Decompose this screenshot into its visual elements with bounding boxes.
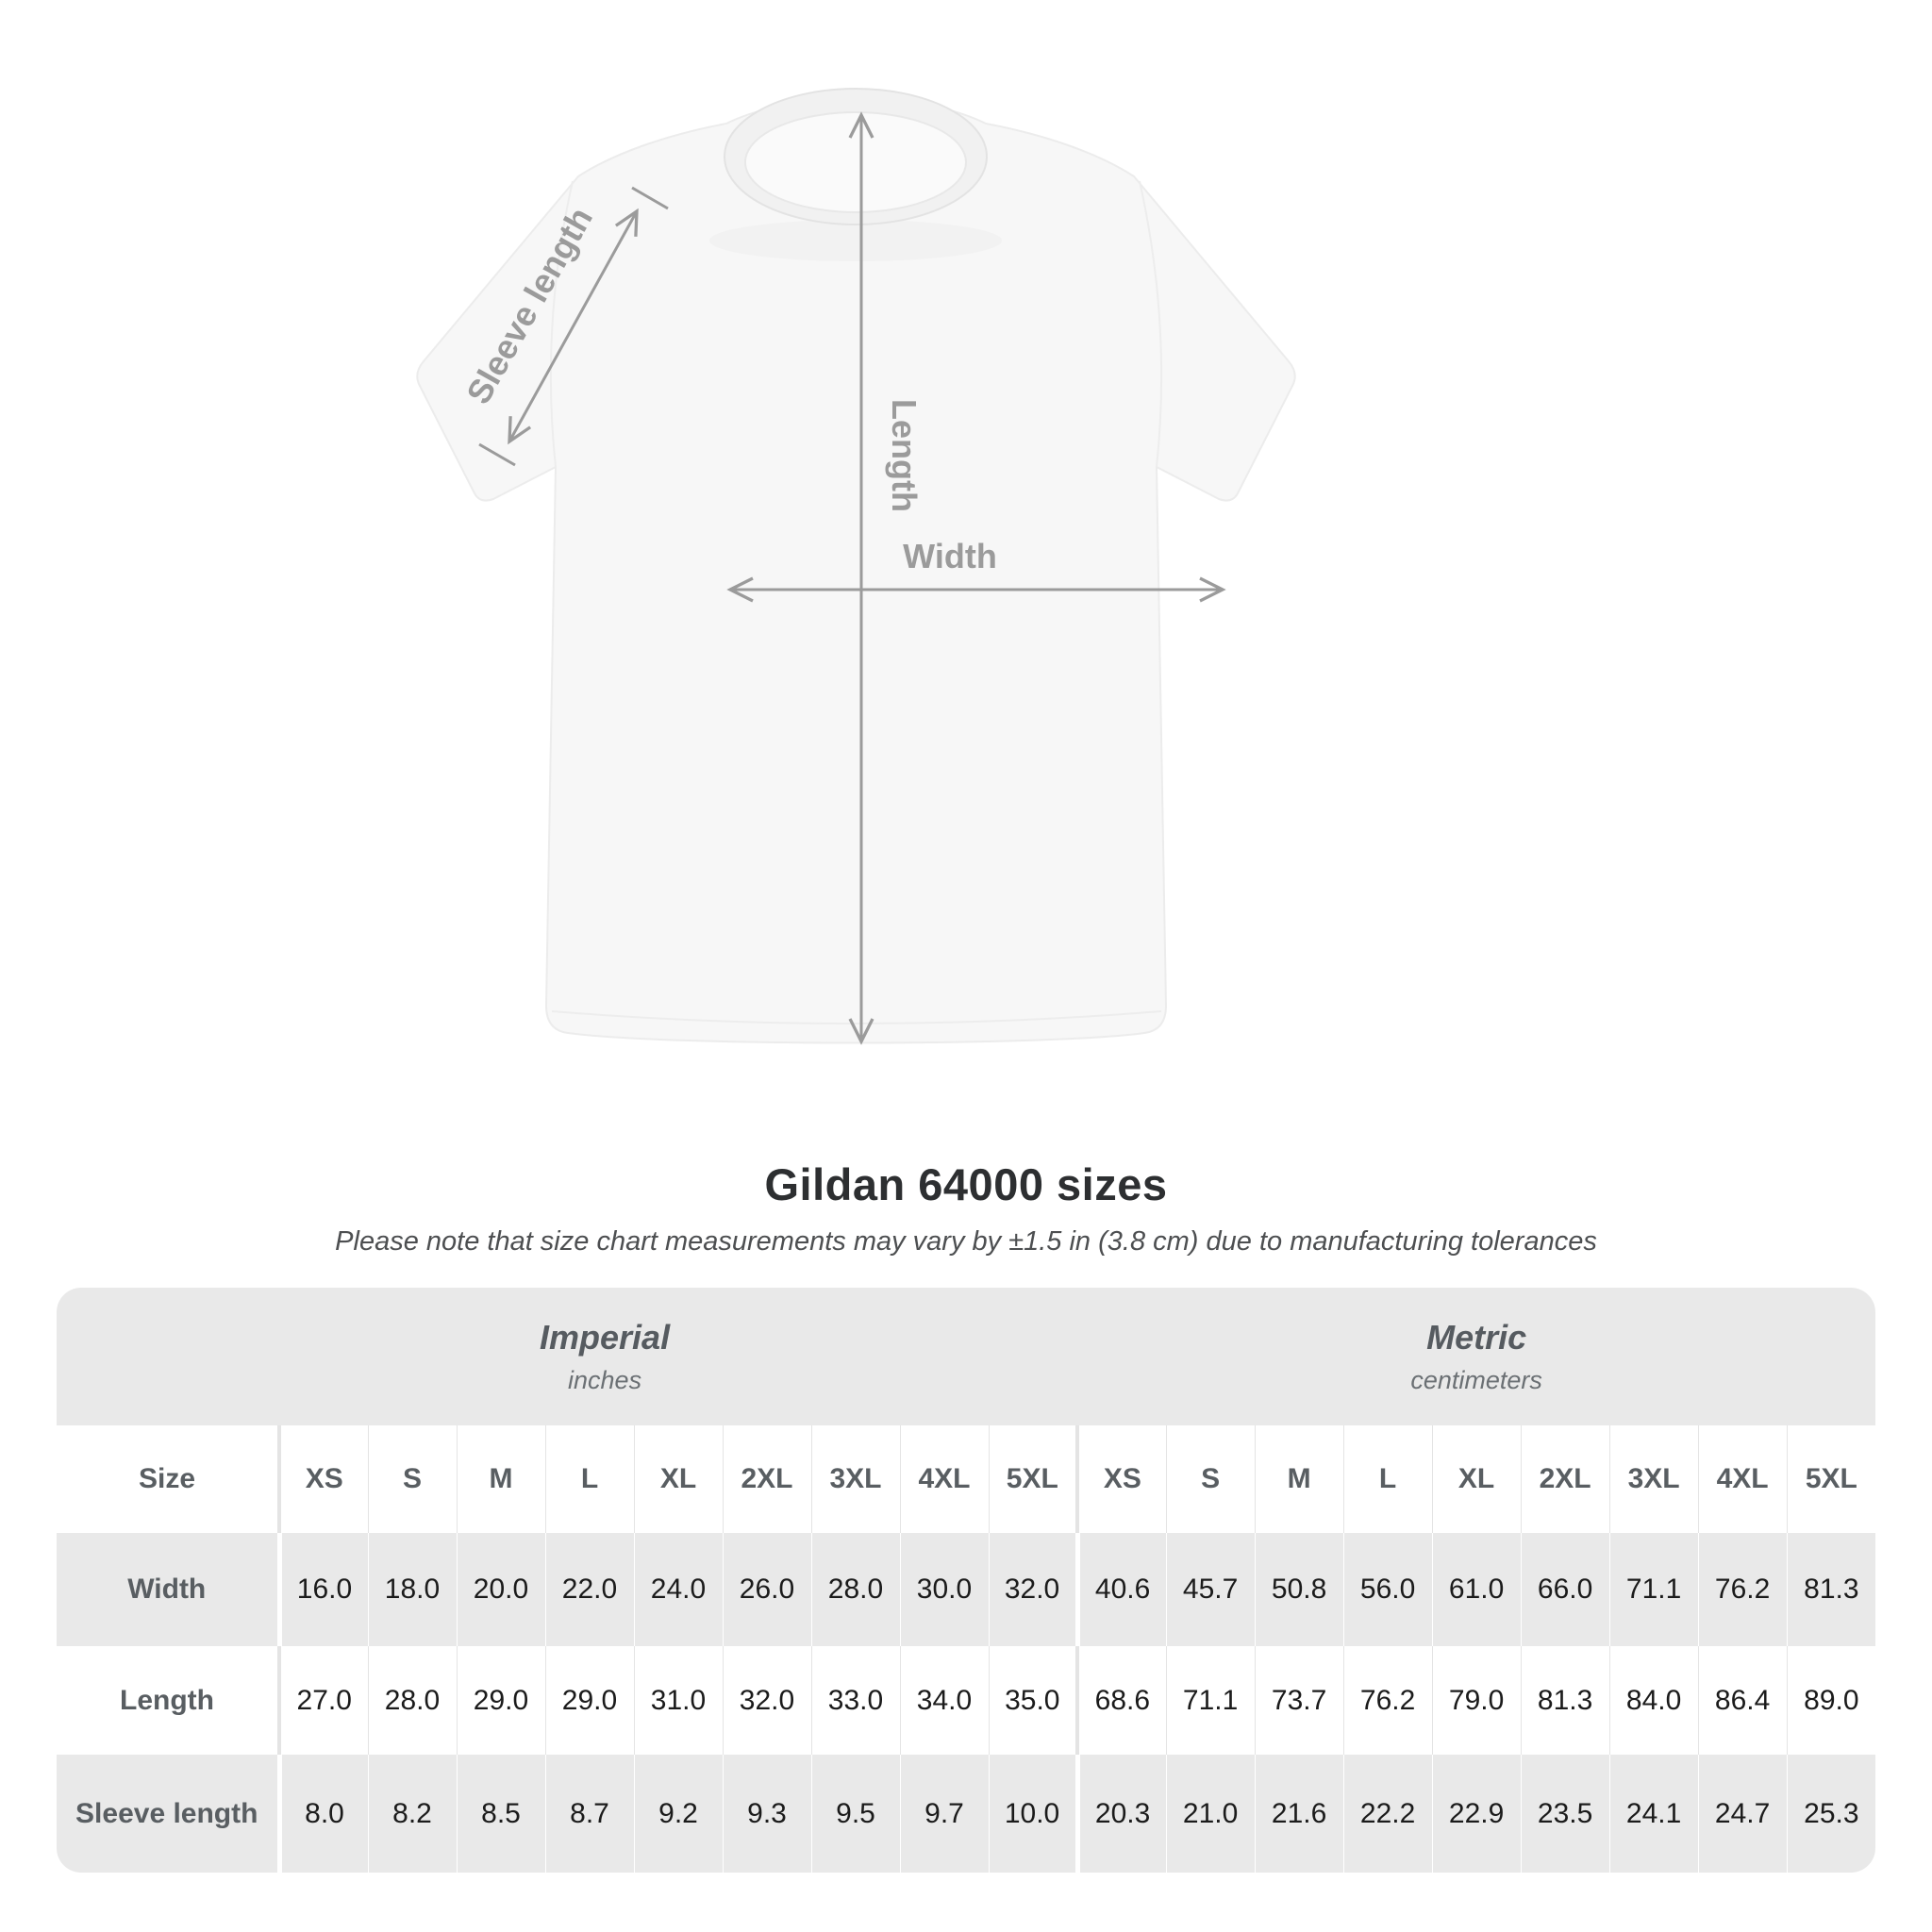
size-corner-cell: Size: [57, 1425, 279, 1533]
value-cell: 40.6: [1077, 1533, 1166, 1646]
value-cell: 8.0: [279, 1755, 368, 1873]
size-table: [57, 1288, 1875, 1873]
value-cell: 8.2: [368, 1755, 457, 1873]
value-cell: 9.3: [723, 1755, 811, 1873]
size-col-header: M: [457, 1425, 545, 1533]
value-cell: 32.0: [989, 1533, 1077, 1646]
value-cell: 10.0: [989, 1755, 1077, 1873]
value-cell: 34.0: [900, 1646, 989, 1755]
tolerance-note: Please note that size chart measurements may vary by ±1.5 in (3.8 cm) due to manufacturing tolerances: [335, 1226, 1597, 1257]
value-cell: 81.3: [1787, 1533, 1875, 1646]
value-cell: 86.4: [1698, 1646, 1787, 1755]
value-cell: 21.0: [1166, 1755, 1255, 1873]
value-cell: 24.7: [1698, 1755, 1787, 1873]
width-label: Width: [903, 537, 997, 575]
value-cell: 79.0: [1432, 1646, 1521, 1755]
value-cell: 16.0: [279, 1533, 368, 1646]
value-cell: 29.0: [457, 1646, 545, 1755]
value-cell: 35.0: [989, 1646, 1077, 1755]
metric-title: Metric: [1426, 1318, 1527, 1357]
value-cell: 8.5: [457, 1755, 545, 1873]
value-cell: 20.3: [1077, 1755, 1166, 1873]
size-col-header: 4XL: [1698, 1425, 1787, 1533]
value-cell: 66.0: [1521, 1533, 1609, 1646]
imperial-group-header: [57, 1288, 1077, 1425]
size-col-header: XS: [1077, 1425, 1166, 1533]
size-col-header: XS: [279, 1425, 368, 1533]
size-col-header: 3XL: [1609, 1425, 1698, 1533]
value-cell: 76.2: [1343, 1646, 1432, 1755]
size-col-header: S: [368, 1425, 457, 1533]
sleeve-length-label: Sleeve length: [458, 200, 601, 410]
value-cell: 50.8: [1255, 1533, 1343, 1646]
value-cell: 29.0: [545, 1646, 634, 1755]
imperial-unit: inches: [568, 1366, 642, 1394]
size-col-header: 3XL: [811, 1425, 900, 1533]
value-cell: 9.7: [900, 1755, 989, 1873]
value-cell: 68.6: [1077, 1646, 1166, 1755]
value-cell: 24.0: [634, 1533, 723, 1646]
value-cell: 18.0: [368, 1533, 457, 1646]
value-cell: 25.3: [1787, 1755, 1875, 1873]
value-cell: 84.0: [1609, 1646, 1698, 1755]
sleeve-length-row: [57, 1755, 1875, 1873]
size-col-header: 2XL: [1521, 1425, 1609, 1533]
value-cell: 89.0: [1787, 1646, 1875, 1755]
size-col-header: S: [1166, 1425, 1255, 1533]
value-cell: 22.2: [1343, 1755, 1432, 1873]
value-cell: 9.2: [634, 1755, 723, 1873]
size-col-header: 5XL: [989, 1425, 1077, 1533]
value-cell: 22.0: [545, 1533, 634, 1646]
value-cell: 45.7: [1166, 1533, 1255, 1646]
length-row: [57, 1646, 1875, 1755]
row-label: Sleeve length: [57, 1755, 279, 1873]
size-col-header: 5XL: [1787, 1425, 1875, 1533]
value-cell: 61.0: [1432, 1533, 1521, 1646]
width-row: [57, 1533, 1875, 1646]
value-cell: 21.6: [1255, 1755, 1343, 1873]
value-cell: 81.3: [1521, 1646, 1609, 1755]
value-cell: 24.1: [1609, 1755, 1698, 1873]
value-cell: 28.0: [368, 1646, 457, 1755]
value-cell: 9.5: [811, 1755, 900, 1873]
size-col-header: XL: [634, 1425, 723, 1533]
length-label: Length: [885, 399, 924, 512]
size-header-row: [57, 1425, 1875, 1533]
size-col-header: L: [545, 1425, 634, 1533]
value-cell: 73.7: [1255, 1646, 1343, 1755]
page-title: Gildan 64000 sizes: [764, 1159, 1168, 1209]
value-cell: 23.5: [1521, 1755, 1609, 1873]
value-cell: 76.2: [1698, 1533, 1787, 1646]
row-label: Length: [57, 1646, 279, 1755]
size-col-header: XL: [1432, 1425, 1521, 1533]
value-cell: 30.0: [900, 1533, 989, 1646]
value-cell: 71.1: [1166, 1646, 1255, 1755]
size-col-header: L: [1343, 1425, 1432, 1533]
size-col-header: 2XL: [723, 1425, 811, 1533]
metric-group-header: [1077, 1288, 1875, 1425]
size-col-header: M: [1255, 1425, 1343, 1533]
size-col-header: 4XL: [900, 1425, 989, 1533]
value-cell: 33.0: [811, 1646, 900, 1755]
value-cell: 26.0: [723, 1533, 811, 1646]
row-label: Width: [57, 1533, 279, 1646]
metric-unit: centimeters: [1410, 1366, 1542, 1394]
value-cell: 22.9: [1432, 1755, 1521, 1873]
value-cell: 71.1: [1609, 1533, 1698, 1646]
imperial-title: Imperial: [540, 1318, 671, 1357]
value-cell: 8.7: [545, 1755, 634, 1873]
unit-header-row: [57, 1288, 1875, 1425]
value-cell: 27.0: [279, 1646, 368, 1755]
value-cell: 20.0: [457, 1533, 545, 1646]
value-cell: 31.0: [634, 1646, 723, 1755]
value-cell: 28.0: [811, 1533, 900, 1646]
size-table-container: [57, 1288, 1875, 1873]
value-cell: 56.0: [1343, 1533, 1432, 1646]
value-cell: 32.0: [723, 1646, 811, 1755]
